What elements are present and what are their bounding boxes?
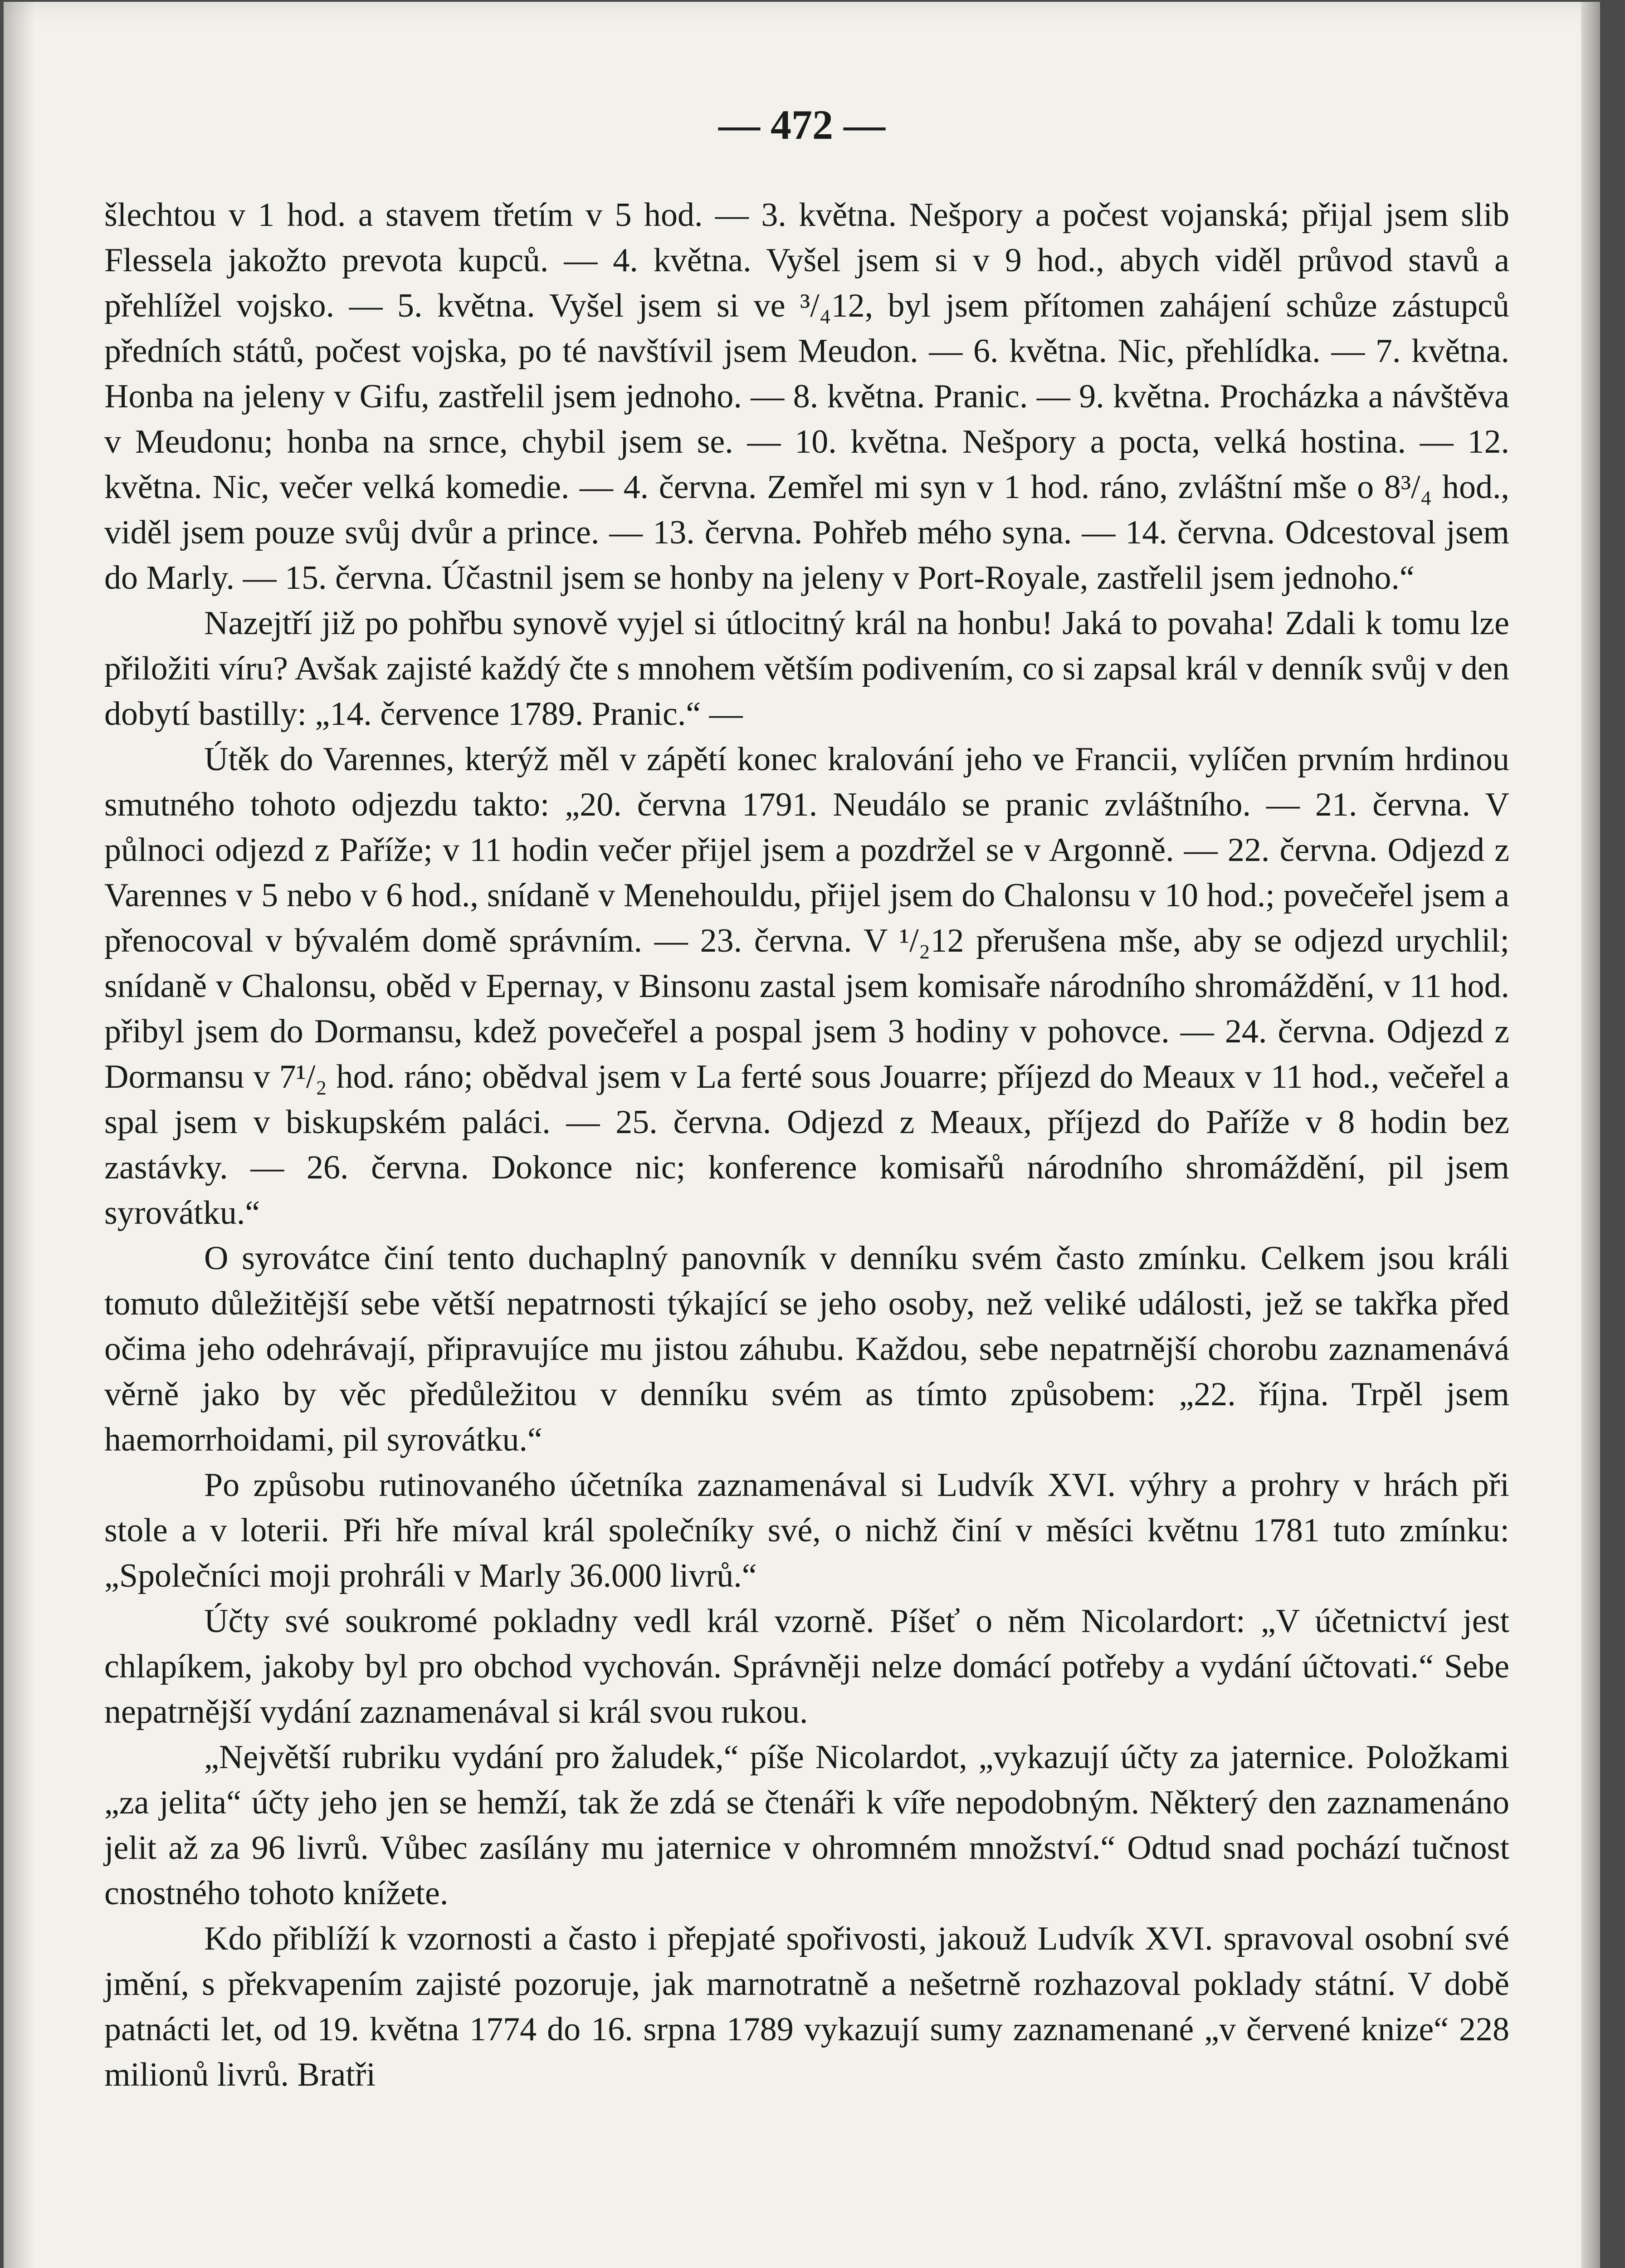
paragraph-6: Účty své soukromé pokladny vedl král vzorně. Píšeť o něm Nicolardort: „V účetnictví jest chlapíkem, jakoby byl pro obchod vychován. Správněji nelze domácí potřeby a vydání účtovati.“ Sebe nepatrnější vydání zaznamenával si král svou rukou. (104, 1603, 1509, 1730)
paragraph-7: „Největší rubriku vydání pro žaludek,“ píše Nicolardot, „vykazují účty za jaternice. Položkami „za jelita“ účty jeho jen se hemží, tak že zdá se čtenáři k víře nepodobným. Některý den zaznamenáno jelit až za 96 livrů. Vůbec zasílány mu jaternice v ohromném množství.“ Odtud snad pochází tučnost cnostného tohoto knížete. (104, 1739, 1509, 1912)
paragraph-3: Útěk do Varennes, kterýž měl v zápětí konec kralování jeho ve Francii, vylíčen prvním hrdinou smutného tohoto odjezdu takto: „20. června 1791. Neudálo se pranic zvláštního. — 21. června. V půlnoci odjezd z Paříže; v 11 hodin večer přijel jsem a pozdržel se v Argonně. — 22. června. Odjezd z Varennes v 5 nebo v 6 hod., snídaně v Menehouldu, přijel jsem do Chalonsu v 10 hod.; povečeřel jsem a přenocoval v bývalém domě správním. — 23. června. V ¹/₂12 přerušena mše, aby se odjezd urychlil; snídaně v Chalonsu, oběd v Epernay, v Binsonu zastal jsem komisaře národního shromáždění, v 11 hod. přibyl jsem do Dormansu, kdež povečeřel a pospal jsem 3 hodiny v pohovce. — 24. června. Odjezd z Dormansu v 7¹/₂ hod. ráno; obědval jsem v La ferté sous Jouarre; příjezd do Meaux v 11 hod., večeřel a spal jsem v biskupském paláci. — 25. června. Odjezd z Meaux, příjezd do Paříže v 8 hodin bez zastávky. — 26. června. Dokonce nic; konference komisařů národního shromáždění, pil jsem syrovátku.“ (104, 741, 1509, 1232)
book-page (4, 2, 1600, 2268)
paragraph-1: šlechtou v 1 hod. a stavem třetím v 5 hod. — 3. května. Nešpory a počest vojanská; přijal jsem slib Flessela jakožto prevota kupců. — 4. května. Vyšel jsem si v 9 hod., abych viděl průvod stavů a přehlížel vojsko. — 5. května. Vyšel jsem si ve ³/₄12, byl jsem přítomen zahájení schůze zástupců předních států, počest vojska, po té navštívil jsem Meudon. — 6. května. Nic, přehlídka. — 7. května. Honba na jeleny v Gifu, zastřelil jsem jednoho. — 8. května. Pranic. — 9. května. Procházka a návštěva v Meudonu; honba na srnce, chybil jsem se. — 10. května. Nešpory a pocta, velká hostina. — 12. května. Nic, večer velká komedie. — 4. června. Zemřel mi syn v 1 hod. ráno, zvláštní mše o 8³/₄ hod., viděl jsem pouze svůj dvůr a prince. — 13. června. Pohřeb mého syna. — 14. června. Odcestoval jsem do Marly. — 15. června. Účastnil jsem se honby na jeleny v Port-Royale, zastřelil jsem jednoho.“ (104, 196, 1509, 596)
body-text (104, 192, 1509, 2097)
paragraph-5: Po způsobu rutinovaného účetníka zaznamenával si Ludvík XVI. výhry a prohry v hrách při stole a v loterii. Při hře míval král společníky své, o nichž činí v měsíci květnu 1781 tuto zmínku: „Společníci moji prohráli v Marly 36.000 livrů.“ (104, 1466, 1509, 1594)
paragraph-2: Nazejtří již po pohřbu synově vyjel si útlocitný král na honbu! Jaká to povaha! Zdali k tomu lze přiložiti víru? Avšak zajisté každý čte s mnohem větším podivením, co si zapsal král v denník svůj v den dobytí bastilly: „14. července 1789. Pranic.“ — (104, 605, 1509, 733)
page-number: — 472 — (718, 102, 885, 148)
paragraph-8: Kdo přiblíží k vzornosti a často i přepjaté spořivosti, jakouž Ludvík XVI. spravoval osobní své jmění, s překvapením zajisté pozoruje, jak marnotratně a nešetrně rozhazoval poklady státní. V době patnácti let, od 19. května 1774 do 16. srpna 1789 vykazují sumy zaznamenané „v červené knize“ 228 milionů livrů. Bratři (104, 1920, 1509, 2093)
paragraph-4: O syrovátce činí tento duchaplný panovník v denníku svém často zmínku. Celkem jsou králi tomuto důležitější sebe větší nepatrnosti týkající se jeho osoby, než veliké události, jež se takřka před očima jeho odehrávají, připravujíce mu jistou záhubu. Každou, sebe nepatrnější chorobu zaznamenává věrně jako by věc předůležitou v denníku svém as tímto způsobem: „22. října. Trpěl jsem haemorrhoidami, pil syrovátku.“ (104, 1240, 1509, 1458)
page-edge-shadow (1581, 2, 1600, 2268)
